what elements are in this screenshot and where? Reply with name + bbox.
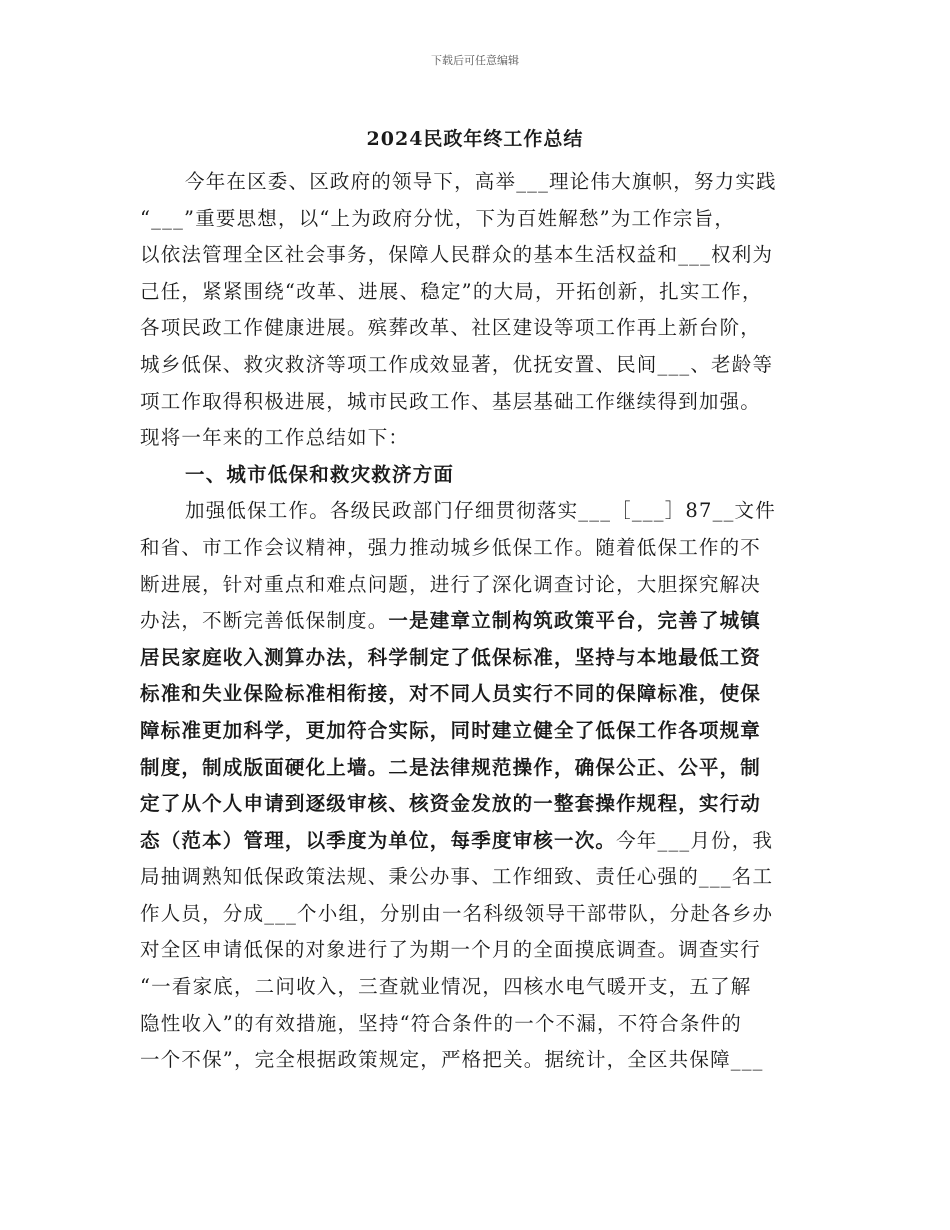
text-line bbox=[140, 164, 822, 201]
text-line bbox=[140, 530, 822, 567]
text-segment: 以依法管理全区社会事务，保障人民群众的基本生活权益和___权利为 bbox=[140, 243, 774, 267]
text-segment: 对全区申请低保的对象进行了为期一个月的全面摸底调查。调查实行 bbox=[140, 938, 762, 962]
text-segment: 各项民政工作健康进展。殡葬改革、社区建设等项工作再上新台阶， bbox=[140, 316, 762, 340]
text-segment: “一看家底，二问收入，三查就业情况，四核水电气暖开支，五了解 bbox=[140, 975, 752, 999]
text-segment: 城乡低保、救灾救济等项工作成效显著，优抚安置、民间___、老龄等 bbox=[140, 352, 774, 376]
text-segment: 现将一年来的工作总结如下： bbox=[140, 426, 410, 450]
text-line bbox=[140, 420, 822, 457]
text-segment: 作人员，分成___个小组，分别由一名科级领导干部带队，分赴各乡办 bbox=[140, 901, 774, 925]
bold-text-segment: 一、城市低保和救灾救济方面 bbox=[185, 462, 455, 486]
text-segment: 加强低保工作。各级民政部门仔细贯彻落实___［___］87__文件 bbox=[185, 499, 776, 523]
text-segment: 局抽调熟知低保政策法规、秉公办事、工作细致、责任心强的___名工 bbox=[140, 865, 774, 889]
text-segment: 今年___月份，我 bbox=[616, 828, 774, 852]
text-line bbox=[140, 786, 822, 823]
text-line bbox=[140, 457, 822, 494]
bold-text-segment: 态（范本）管理，以季度为单位，每季度审核一次。 bbox=[140, 828, 617, 852]
text-line bbox=[140, 969, 822, 1006]
bold-text-segment: 一是建章立制构筑政策平台，完善了城镇 bbox=[388, 609, 762, 633]
text-line bbox=[140, 603, 822, 640]
text-line bbox=[140, 567, 822, 604]
text-line bbox=[140, 859, 822, 896]
text-line bbox=[140, 493, 822, 530]
text-segment: 断进展，针对重点和难点问题，进行了深化调查讨论，大胆探究解决 bbox=[140, 572, 762, 596]
text-line bbox=[140, 1006, 822, 1043]
bold-text-segment: 制度，制成版面硬化上墙。二是法律规范操作，确保公正、公平，制 bbox=[140, 755, 762, 779]
bold-text-segment: 标准和失业保险标准相衔接，对不同人员实行不同的保障标准，使保 bbox=[140, 682, 762, 706]
text-line bbox=[140, 823, 822, 860]
text-segment: “___”重要思想，以“上为政府分忧，下为百姓解愁”为工作宗旨， bbox=[140, 206, 736, 230]
page-header: 下载后可任意编辑 bbox=[431, 54, 519, 67]
text-line bbox=[140, 274, 822, 311]
bold-text-segment: 居民家庭收入测算办法，科学制定了低保标准，坚持与本地最低工资 bbox=[140, 645, 762, 669]
document-body bbox=[140, 164, 822, 1079]
text-segment: 项工作取得积极进展，城市民政工作、基层基础工作继续得到加强。 bbox=[140, 389, 762, 413]
bold-text-segment: 定了从个人申请到逐级审核、核资金发放的一整套操作规程，实行动 bbox=[140, 792, 762, 816]
text-line bbox=[140, 896, 822, 933]
text-segment: 办法，不断完善低保制度。 bbox=[140, 609, 389, 633]
document-title: 2024民政年终工作总结 bbox=[366, 128, 584, 150]
text-segment: 隐性收入”的有效措施，坚持“符合条件的一个不漏，不符合条件的 bbox=[140, 1011, 742, 1035]
text-line bbox=[140, 384, 822, 421]
text-segment: 己任，紧紧围绕“改革、进展、稳定”的大局，开拓创新，扎实工作， bbox=[140, 279, 763, 303]
text-segment: 今年在区委、区政府的领导下，高举___理论伟大旗帜，努力实践 bbox=[185, 170, 777, 193]
text-line bbox=[140, 640, 822, 677]
text-segment: 一个不保”，完全根据政策规定，严格把关。据统计，全区共保障___ bbox=[140, 1048, 764, 1072]
text-line bbox=[140, 932, 822, 969]
text-line bbox=[140, 237, 822, 274]
text-line bbox=[140, 676, 822, 713]
text-line bbox=[140, 750, 822, 787]
text-line bbox=[140, 310, 822, 347]
text-line bbox=[140, 201, 822, 238]
bold-text-segment: 障标准更加科学，更加符合实际，同时建立健全了低保工作各项规章 bbox=[140, 718, 762, 742]
text-line bbox=[140, 347, 822, 384]
text-line bbox=[140, 1042, 822, 1079]
text-segment: 和省、市工作会议精神，强力推动城乡低保工作。随着低保工作的不 bbox=[140, 535, 762, 559]
text-line bbox=[140, 713, 822, 750]
